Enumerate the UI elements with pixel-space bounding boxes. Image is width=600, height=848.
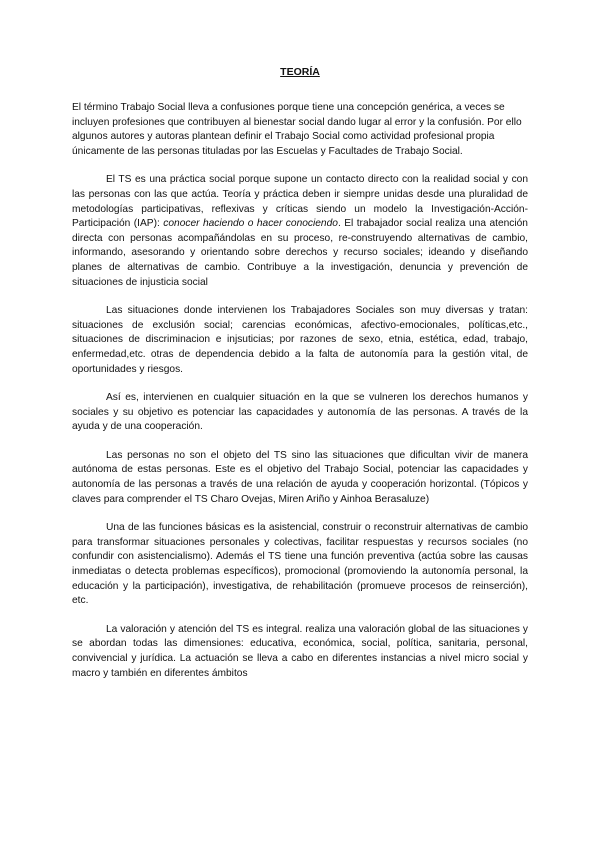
paragraph-situations: Las situaciones donde intervienen los Trabajadores Sociales son muy diversas y tratan: situaciones de exclusión social; carencias económicas, afectivo-emocionales, políticas,etc., situaciones de discriminacion e injsuticias; por razones de sexo, etnia, estética, edad, trabajo, enfermedad,etc. otras de dependencia debido a la falta de autonomía para la gestión vital, de oportunidades y riesgos.	[72, 305, 528, 375]
paragraph-objective: Las personas no son el objeto del TS sino las situaciones que dificultan vivir de manera autónoma de estas personas. Este es el objetivo del Trabajo Social, potenciar las capacidades y autonomía de las personas a través de una relación de ayuda y cooperación horizontal. (Tópicos y claves para comprender el TS Charo Ovejas, Miren Ariño y Ainhoa Berasaluze)	[72, 449, 528, 505]
paragraph-definition: El término Trabajo Social lleva a confusiones porque tiene una concepción genérica, a veces se incluyen profesiones que contribuyen al bienestar social dando lugar al error y la confusión. Por ello algunos autores y autoras plantean definir el Trabajo Social como actividad profesional propia únicamente de las personas tituladas por las Escuelas y Facultades de Trabajo Social.	[72, 102, 522, 157]
paragraph-practice-emphasis: conocer haciendo o hacer conociendo	[163, 218, 338, 230]
paragraph-intervention: Así es, intervienen en cualquier situación en la que se vulneren los derechos humanos y sociales y su objetivo es potenciar las capacidades y autonomía de las personas. A través de la ayuda y de una cooperación.	[72, 392, 528, 433]
page-title: TEORÍA	[280, 66, 320, 78]
paragraph-practice-text-before: El TS es una práctica social porque supone un contacto directo con la realidad social y con las personas con las que actúa. Teoría y práctica deben ir siempre unidas desde una pluralidad de metodologías participativas, reflexivas y críticas siendo un modelo la Investigación-Acción-Participación (IAP):	[72, 174, 528, 230]
paragraph-practice	[72, 173, 528, 290]
paragraph-integral: La valoración y atención del TS es integral. realiza una valoración global de las situaciones y se abordan todas las dimensiones: educativa, económica, social, política, sanitaria, personal, convivencial y jurídica. La actuación se lleva a cabo en diferentes instancias a nivel micro social y macro y también en diferentes ámbitos	[72, 623, 528, 679]
document-page	[72, 66, 528, 695]
paragraph-functions: Una de las funciones básicas es la asistencial, construir o reconstruir alternativas de cambio para transformar situaciones personales y colectivas, facilitar respuestas y recursos sociales (no confundir con asistencialismo). Además el TS tiene una función preventiva (actúa sobre las causas inmediatas o detecta problemas específicos), promocional (promoviendo la autonomía personal, la educación y la participación), investigativa, de rehabilitación (promueve procesos de reinserción), etc.	[72, 522, 528, 607]
paragraph-practice-text-after: . El trabajador social realiza una atención directa con personas acompañándolas en su proceso, re-construyendo alternativas de cambio, informando, asesorando y orientando sobre derechos y recurso sociales; ideando y diseñando planes de alternativas de cambio. Contribuye a la investigación, denuncia y prevención de situaciones de injusticia social	[72, 218, 528, 288]
